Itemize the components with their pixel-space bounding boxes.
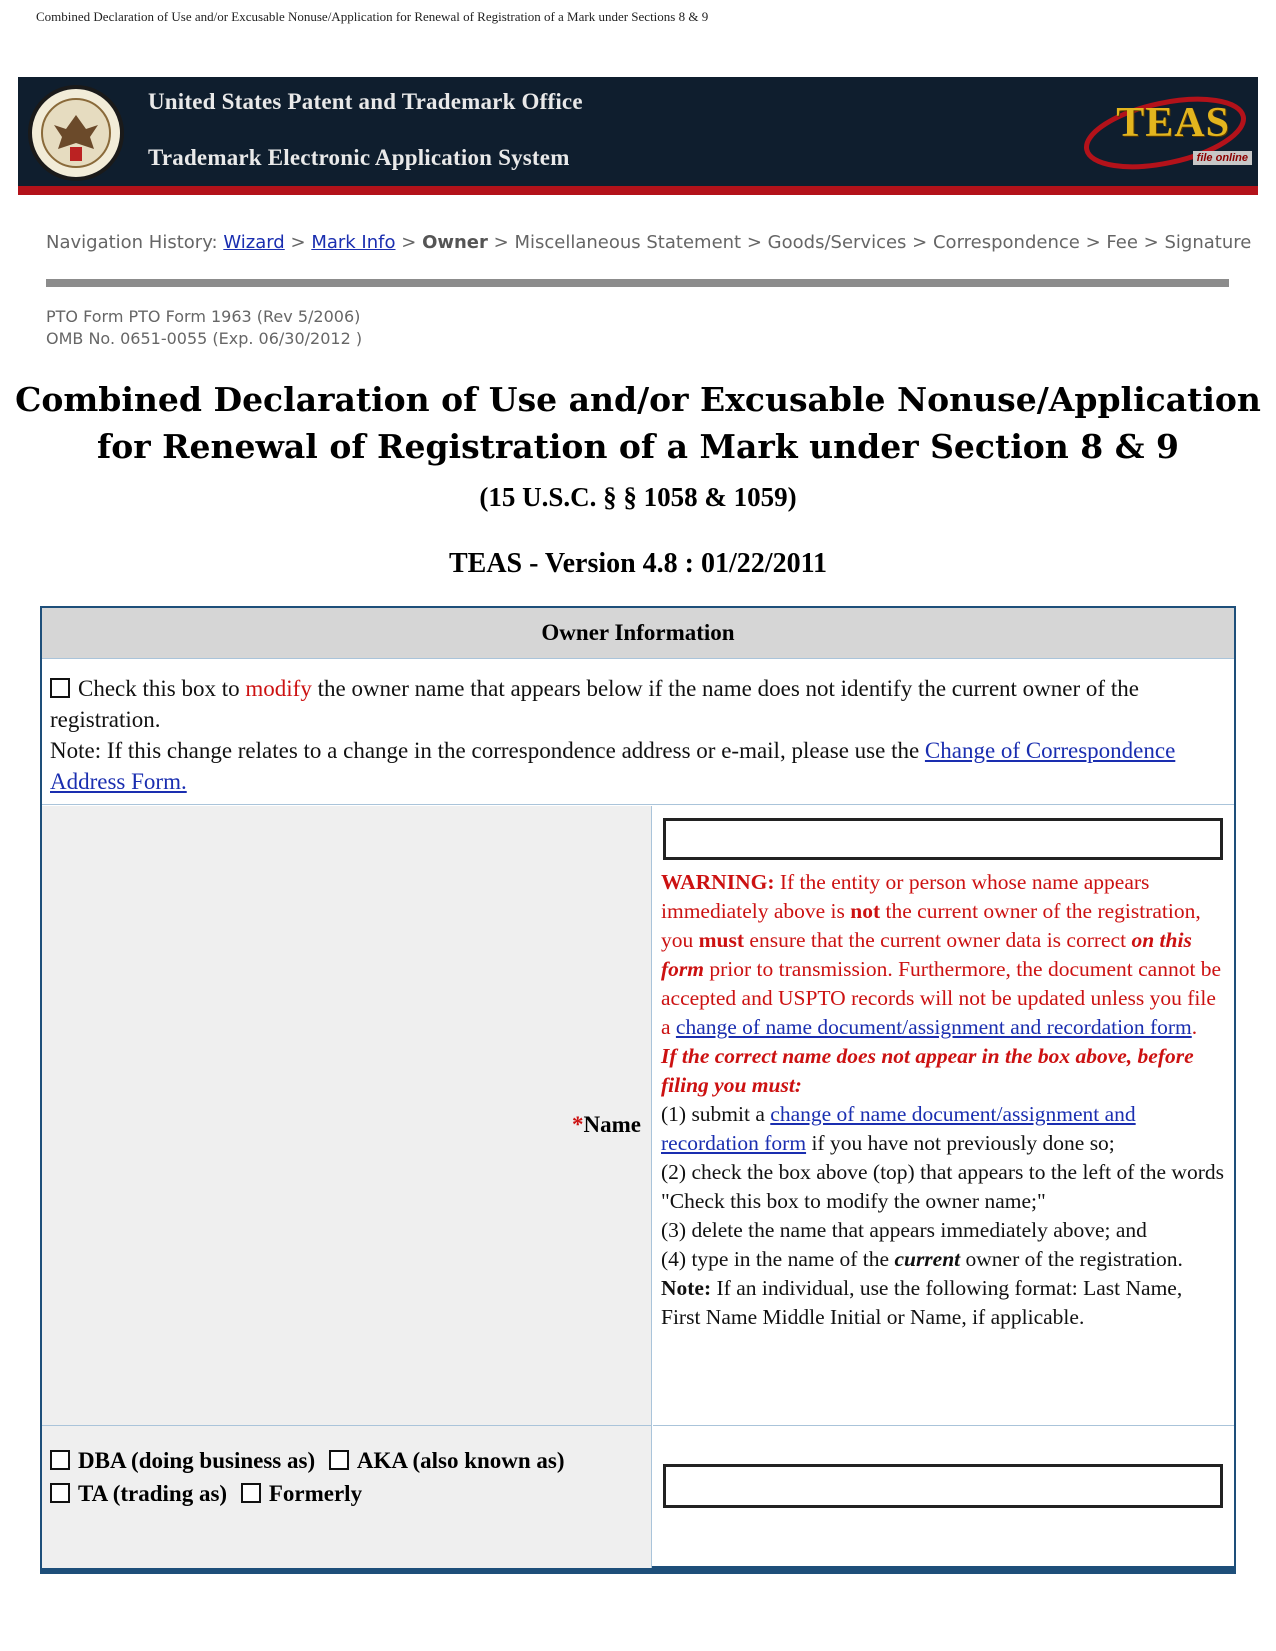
form-number: PTO Form PTO Form 1963 (Rev 5/2006) [46, 307, 361, 326]
nav-owner-current: Owner [422, 232, 488, 253]
teas-version: TEAS - Version 4.8 : 01/22/2011 [448, 548, 828, 579]
nav-mark-info-link[interactable]: Mark Info [311, 232, 396, 253]
uspto-seal-logo [28, 85, 124, 181]
name-label-cell [42, 806, 652, 1425]
statute-citation: (15 U.S.C. § § 1058 & 1059) [479, 482, 797, 512]
navigation-history: Navigation History: Wizard > Mark Info > Owner > Miscellaneous Statement > Goods/Services > Correspondence > Fee > Signature [46, 232, 1252, 253]
alt-name-options: DBA (doing business as) AKA (also known as) TA (trading as) Formerly [42, 1425, 652, 1568]
nav-correspondence: Correspondence [932, 232, 1080, 253]
eagle-icon [32, 89, 120, 177]
alt-name-field-cell [653, 1425, 1234, 1568]
modify-owner-checkbox[interactable] [50, 678, 70, 698]
alt-name-input[interactable] [663, 1464, 1223, 1508]
name-field-cell [653, 806, 1234, 1425]
nav-signature: Signature [1164, 232, 1252, 253]
page-header: Combined Declaration of Use and/or Excusable Nonuse/Application for Renewal of Registration of a Mark under Sections 8 & 9 [36, 9, 709, 24]
owner-information-heading: Owner Information [42, 608, 1234, 659]
ta-checkbox[interactable] [50, 1483, 70, 1503]
change-of-name-link-2[interactable]: change of name document/assignment and recordation form [661, 1102, 1136, 1155]
banner-line1: United States Patent and Trademark Office [148, 89, 583, 114]
nav-wizard-link[interactable]: Wizard [223, 232, 285, 253]
nav-misc-statement: Miscellaneous Statement [514, 232, 742, 253]
formerly-checkbox[interactable] [241, 1483, 261, 1503]
form-meta [46, 306, 362, 350]
nav-goods-services: Goods/Services [767, 232, 907, 253]
modify-owner-row: Check this box to modify the owner name that appears below if the name does not identify the current owner of the registration. Note: If this change relates to a change in the correspondence address or e-mail, please use the Change of Correspondence Address Form. [42, 659, 1234, 805]
owner-information-panel [40, 606, 1236, 1574]
name-label: *Name [572, 1112, 641, 1137]
owner-warning-text: WARNING: If the entity or person whose name appears immediately above is not the current owner of the registration, you must ensure that the current owner data is correct on this form prior to transmission. Furthermore, the document cannot be accepted and USPTO records will not be updated unless you file a change of name document/assignment and recordation form. If the correct name does not appear in the box above, before filing you must: (1) submit a change of name document/assignment and recordation form if you have not previously done so; (2) check the box above (top) that appears to the left of the words "Check this box to modify the owner name;" (3) delete the name that appears immediately above; and (4) type in the name of the current owner of the registration. Note: If an individual, use the following format: Last Name, First Name Middle Initial or Name, if applicable. [661, 870, 1224, 1329]
teas-logo: TEAS [1116, 100, 1230, 146]
nav-divider [46, 279, 1229, 287]
uspto-banner [18, 77, 1258, 195]
omb-number: OMB No. 0651-0055 (Exp. 06/30/2012 ) [46, 329, 363, 348]
dba-checkbox[interactable] [50, 1450, 70, 1470]
page-title: Combined Declaration of Use and/or Excusable Nonuse/Application for Renewal of Registration of a Mark under Section 8 & 9 [15, 380, 1261, 466]
banner-line2: Trademark Electronic Application System [148, 145, 570, 170]
aka-checkbox[interactable] [329, 1450, 349, 1470]
change-correspondence-link[interactable]: Change of Correspondence Address Form. [50, 738, 1176, 794]
change-of-name-link-1[interactable]: change of name document/assignment and recordation form [675, 1015, 1192, 1039]
teas-logo-sub: file online [1193, 151, 1252, 165]
owner-name-input[interactable] [663, 818, 1223, 860]
nav-fee: Fee [1106, 232, 1138, 253]
